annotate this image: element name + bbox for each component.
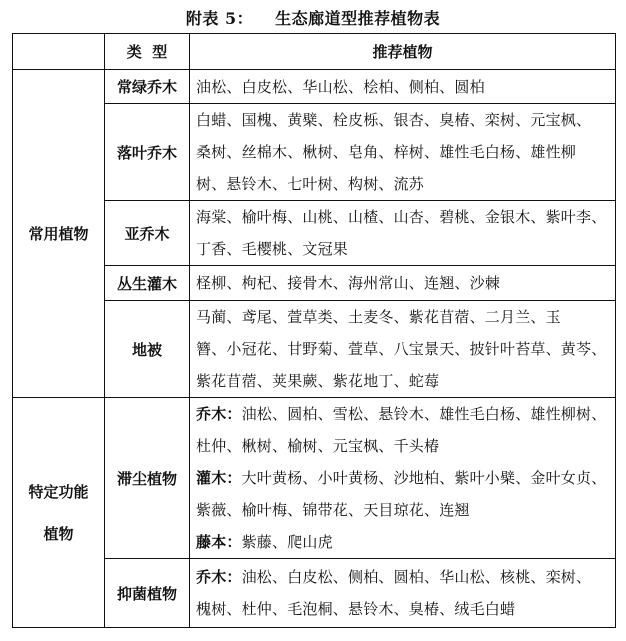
type-cell: 亚乔木 xyxy=(105,201,190,266)
type-cell: 滞尘植物 xyxy=(105,398,190,559)
plants-line: 乔木：油松、圆柏、雪松、悬铃木、雄性毛白杨、雄性柳树、 xyxy=(196,405,607,423)
category-special-function-plants xyxy=(13,398,105,628)
category-line: 特定功能 xyxy=(28,482,89,501)
section-label: 乔木： xyxy=(196,568,242,586)
category-line: 植物 xyxy=(43,524,74,543)
plants-line: 树、悬铃木、七叶树、构树、流苏 xyxy=(196,175,425,193)
plants-line: 紫薇、榆叶梅、锦带花、天目琼花、连翘 xyxy=(196,501,470,519)
plants-line: 白蜡、国槐、黄檗、栓皮栎、银杏、臭椿、栾树、元宝枫、 xyxy=(196,111,592,129)
section-label: 乔木： xyxy=(196,405,242,423)
type-cell: 丛生灌木 xyxy=(105,266,190,301)
plants-cell xyxy=(190,559,616,628)
section-label: 灌木： xyxy=(196,469,242,487)
table-title-prefix: 附表 5： xyxy=(185,9,254,28)
category-common-plants: 常用植物 xyxy=(13,70,105,398)
table-row xyxy=(13,70,616,104)
header-type: 类 型 xyxy=(105,34,190,70)
table-title xyxy=(0,6,626,29)
plants-line: 藤本：紫藤、爬山虎 xyxy=(196,533,333,551)
table-header-row xyxy=(13,34,616,70)
plant-recommendation-table xyxy=(12,33,616,628)
plants-line: 马蔺、鸢尾、萱草类、土麦冬、紫花苜蓿、二月兰、玉 xyxy=(196,308,561,326)
type-cell: 落叶乔木 xyxy=(105,104,190,201)
plants-line: 柽柳、枸杞、接骨木、海州常山、连翘、沙棘 xyxy=(196,274,501,292)
table-row xyxy=(13,398,616,559)
type-cell: 抑菌植物 xyxy=(105,559,190,628)
plants-line: 杜仲、楸树、榆树、元宝枫、千头椿 xyxy=(196,437,440,455)
plants-cell xyxy=(190,201,616,266)
plants-line: 灌木：大叶黄杨、小叶黄杨、沙地柏、紫叶小檗、金叶女贞、 xyxy=(196,469,607,487)
plants-line: 油松、白皮松、华山松、桧柏、侧柏、圆柏 xyxy=(196,77,485,96)
plants-cell xyxy=(190,266,616,301)
plants-line: 簪、小冠花、甘野菊、萱草、八宝景天、披针叶苔草、黄芩、 xyxy=(196,340,607,358)
table-title-text: 生态廊道型推荐植物表 xyxy=(275,9,441,28)
plants-line: 海棠、榆叶梅、山桃、山楂、山杏、碧桃、金银木、紫叶李、 xyxy=(196,208,607,226)
plants-cell xyxy=(190,398,616,559)
plants-cell xyxy=(190,104,616,201)
plants-cell xyxy=(190,301,616,398)
type-cell: 地被 xyxy=(105,301,190,398)
plants-line: 乔木：油松、白皮松、侧柏、圆柏、华山松、核桃、栾树、 xyxy=(196,568,592,586)
header-recommended-plants: 推荐植物 xyxy=(190,34,616,70)
plants-line: 桑树、丝棉木、楸树、皂角、梓树、雄性毛白杨、雄性柳 xyxy=(196,143,577,161)
plants-line: 槐树、杜仲、毛泡桐、悬铃木、臭椿、绒毛白蜡 xyxy=(196,600,516,618)
plants-cell xyxy=(190,70,616,104)
section-label: 藤本： xyxy=(196,533,242,551)
plants-line: 紫花苜蓿、荚果蕨、紫花地丁、蛇莓 xyxy=(196,372,440,390)
plants-line: 丁香、毛樱桃、文冠果 xyxy=(196,240,349,258)
header-category xyxy=(13,34,105,70)
type-cell: 常绿乔木 xyxy=(105,70,190,104)
